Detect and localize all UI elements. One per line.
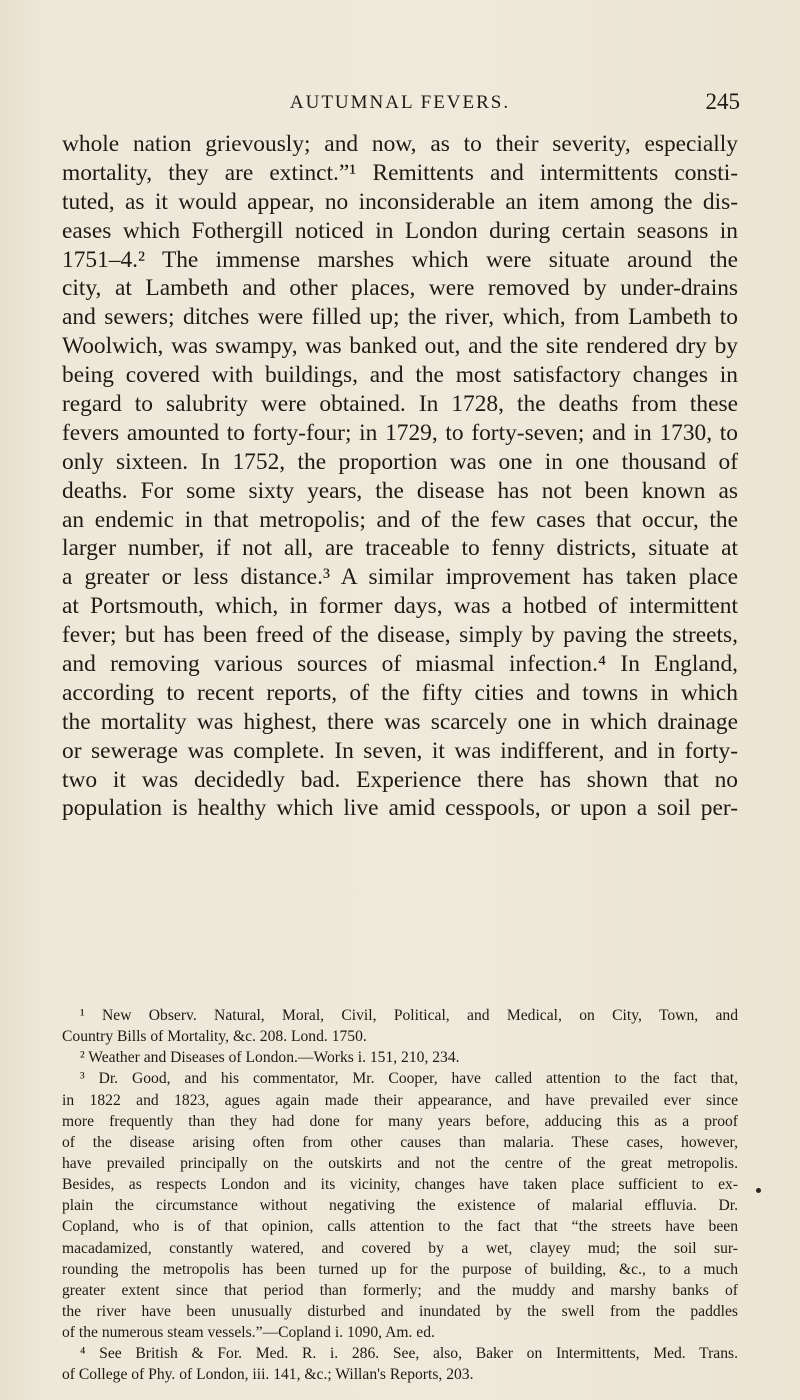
body-line: at Portsmouth, which, in former days, was a hotbed of intermittent	[62, 593, 738, 620]
body-line: city, at Lambeth and other places, were removed by under-drains	[62, 275, 738, 302]
footnote-1: ¹ New Observ. Natural, Moral, Civil, Political, and Medical, on City, Town, and	[80, 1007, 738, 1024]
body-line: deaths. For some sixty years, the disease has not been known as	[62, 477, 738, 504]
body-line: whole nation grievously; and now, as to their severity, especially	[62, 131, 738, 157]
footnote-line: Copland, who is of that opinion, calls attention to the fact that “the streets have been	[62, 1218, 738, 1236]
body-line: eases which Fothergill noticed in London during certain seasons in	[62, 217, 738, 244]
page-number: 245	[705, 89, 740, 114]
footnote-line: more frequently than they had done for many years before, adducing this as a proof	[62, 1112, 738, 1130]
body-line: population is healthy which live amid cesspools, or upon a soil per-	[62, 795, 738, 822]
body-line: regard to salubrity were obtained. In 1728, the deaths from these	[62, 391, 738, 418]
footnotes-block	[62, 1005, 738, 1386]
margin-dot-mark	[756, 1188, 761, 1193]
body-line: Woolwich, was swampy, was banked out, and the site rendered dry by	[62, 333, 738, 360]
footnote-line: Besides, as respects London and its vicinity, changes have taken place sufficient to ex-	[62, 1176, 738, 1194]
footnote-line: rounding the metropolis has been turned up for the purpose of building, &c., to a much	[62, 1260, 738, 1278]
main-text-block	[62, 130, 738, 823]
footnote-line: of the numerous steam vessels.”—Copland i. 1090, Am. ed.	[62, 1324, 435, 1342]
footnote-line: Country Bills of Mortality, &c. 208. Lond. 1750.	[62, 1028, 367, 1046]
footnote-3: ³ Dr. Good, and his commentator, Mr. Cooper, have called attention to the fact that,	[80, 1070, 738, 1088]
footnote-line: in 1822 and 1823, agues again made their appearance, and have prevailed ever since	[62, 1091, 738, 1109]
footnote-4: ⁴ See British & For. Med. R. i. 286. See, also, Baker on Intermittents, Med. Trans.	[80, 1345, 738, 1363]
footnote-line: have prevailed principally on the outskirts and not the centre of the great metropolis.	[62, 1154, 738, 1172]
footnote-line: greater extent since that period than formerly; and the muddy and marshy banks of	[62, 1281, 738, 1299]
body-line: according to recent reports, of the fifty cities and towns in which	[62, 679, 738, 706]
body-line: and sewers; ditches were filled up; the river, which, from Lambeth to	[62, 304, 738, 331]
body-line: and removing various sources of miasmal infection.⁴ In England,	[62, 651, 738, 678]
footnote-line: of College of Phy. of London, iii. 141, &c.; Willan's Reports, 203.	[62, 1366, 474, 1384]
body-line: only sixteen. In 1752, the proportion was one in one thousand of	[62, 448, 738, 475]
running-header	[60, 89, 740, 120]
footnote-line: the river have been unusually disturbed and inundated by the swell from the paddles	[62, 1302, 738, 1320]
body-line: larger number, if not all, are traceable to fenny districts, situate at	[62, 535, 738, 562]
body-line: or sewerage was complete. In seven, it was indifferent, and in forty-	[62, 737, 738, 764]
body-line: being covered with buildings, and the most satisfactory changes in	[62, 362, 738, 389]
body-line: mortality, they are extinct.”¹ Remittents and intermittents consti-	[62, 159, 738, 186]
footnote-line: of the disease arising often from other causes than malaria. These cases, however,	[62, 1133, 738, 1151]
body-line: tuted, as it would appear, no inconsiderable an item among the dis-	[62, 188, 738, 215]
body-line: 1751–4.² The immense marshes which were situate around the	[62, 246, 738, 273]
body-line: fever; but has been freed of the disease, simply by paving the streets,	[62, 622, 738, 649]
footnote-2: ² Weather and Diseases of London.—Works i. 151, 210, 234.	[80, 1049, 460, 1067]
footnote-line: macadamized, constantly watered, and covered by a wet, clayey mud; the soil sur-	[62, 1239, 738, 1257]
body-line: two it was decidedly bad. Experience there has shown that no	[62, 766, 738, 793]
body-line: an endemic in that metropolis; and of the few cases that occur, the	[62, 506, 738, 533]
body-line: fevers amounted to forty-four; in 1729, to forty-seven; and in 1730, to	[62, 419, 738, 446]
body-line: the mortality was highest, there was scarcely one in which drainage	[62, 708, 738, 735]
body-line: a greater or less distance.³ A similar improvement has taken place	[62, 564, 738, 591]
footnote-line: plain the circumstance without negativing the existence of malarial effluvia. Dr.	[62, 1197, 738, 1215]
running-title: AUTUMNAL FEVERS.	[289, 92, 511, 113]
